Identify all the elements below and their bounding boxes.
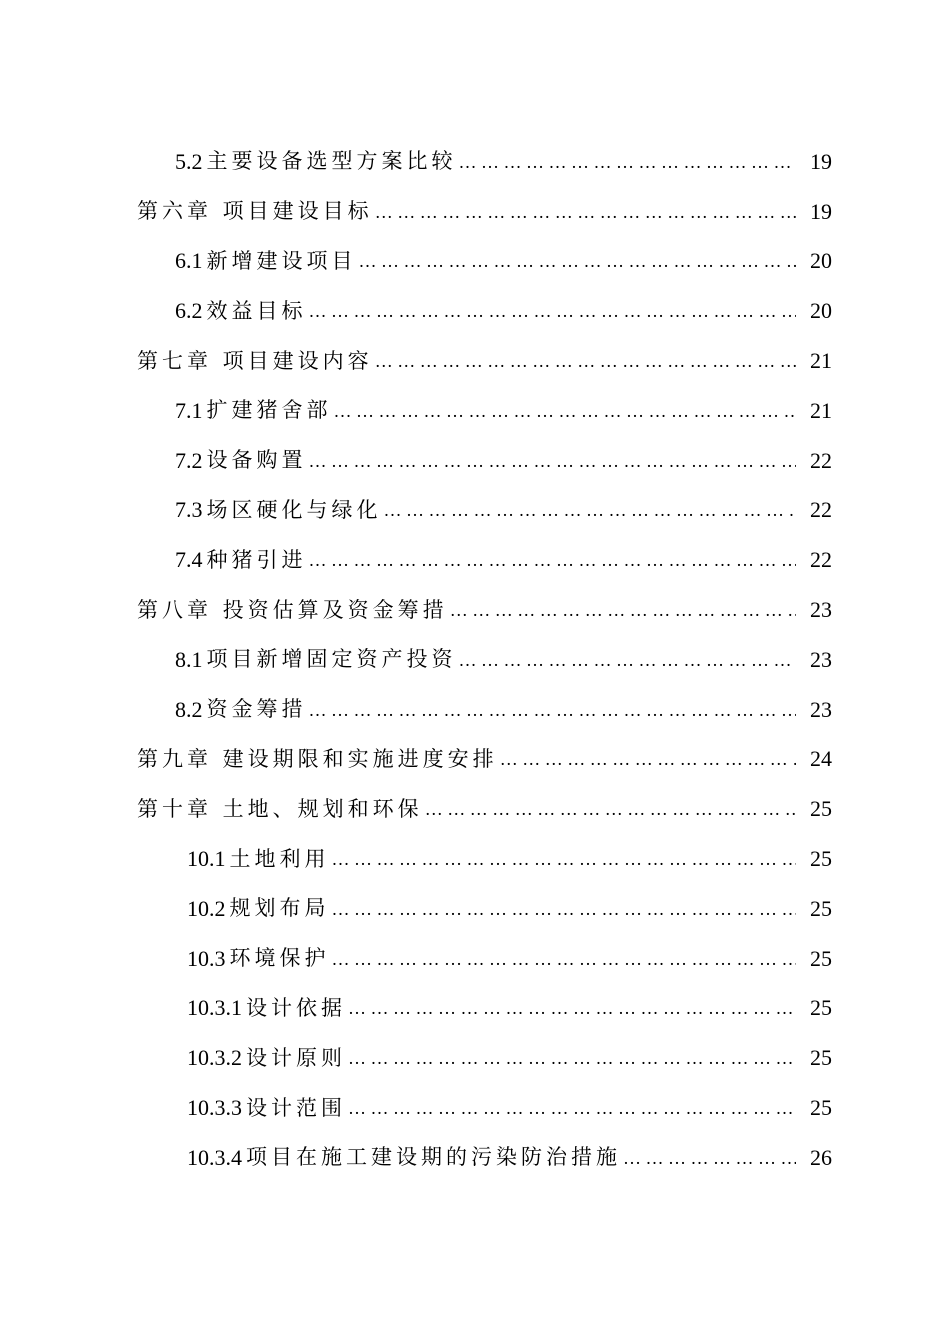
toc-dot-leader <box>375 350 796 372</box>
toc-entry-page: 19 <box>810 198 832 224</box>
toc-entry-10-3-3[interactable] <box>0 1083 950 1133</box>
toc-entry-page: 25 <box>810 796 832 822</box>
toc-entry-number: 7.3 <box>175 497 203 523</box>
toc-entry-number: 10.3.3 <box>187 1095 242 1121</box>
toc-dot-leader <box>384 499 797 521</box>
toc-entry-title: 种猪引进 <box>206 547 307 572</box>
toc-dot-leader <box>375 201 796 223</box>
toc-entry-number: 6.2 <box>175 298 203 324</box>
toc-entry-number: 10.3.4 <box>187 1144 242 1170</box>
toc-dot-leader <box>332 848 797 870</box>
toc-entry-title: 第八章 投资估算及资金筹措 <box>137 597 448 622</box>
toc-entry-title: 设计依据 <box>246 995 346 1020</box>
toc-entry-title: 第九章 建设期限和实施进度安排 <box>137 746 498 771</box>
toc-dot-leader <box>348 1047 796 1069</box>
toc-entry-6-2[interactable] <box>0 286 950 336</box>
toc-dot-leader <box>332 898 797 920</box>
toc-entry-chapter-6[interactable] <box>0 187 950 237</box>
toc-entry-page: 26 <box>810 1144 832 1170</box>
toc-entry-title: 第七章 项目建设内容 <box>137 348 373 373</box>
toc-entry-7-2[interactable] <box>0 436 950 486</box>
toc-entry-chapter-8[interactable] <box>0 585 950 635</box>
toc-dot-leader <box>425 798 796 820</box>
toc-entry-title: 项目在施工建设期的污染防治措施 <box>246 1145 621 1170</box>
toc-entry-page: 23 <box>810 597 832 623</box>
toc-entry-title: 设计原则 <box>246 1045 346 1070</box>
toc-entry-number: 10.2 <box>187 895 226 921</box>
toc-entry-5-2[interactable] <box>0 137 950 187</box>
toc-dot-leader <box>334 400 797 422</box>
toc-entry-page: 25 <box>810 995 832 1021</box>
toc-entry-number: 10.3 <box>187 945 226 971</box>
toc-entry-page: 21 <box>810 348 832 374</box>
toc-dot-leader <box>500 748 796 770</box>
toc-entry-number: 7.1 <box>175 397 203 423</box>
toc-dot-leader <box>348 997 796 1019</box>
toc-entry-title: 效益目标 <box>206 298 307 323</box>
toc-entry-10-3[interactable] <box>0 934 950 984</box>
toc-entry-page: 20 <box>810 248 832 274</box>
toc-entry-page: 21 <box>810 397 832 423</box>
toc-entry-title: 土地利用 <box>229 846 330 871</box>
toc-entry-title: 场区硬化与绿化 <box>206 497 382 522</box>
toc-dot-leader <box>359 250 797 272</box>
toc-entry-title: 规划布局 <box>229 896 330 921</box>
toc-entry-number: 5.2 <box>175 148 203 174</box>
toc-entry-10-3-2[interactable] <box>0 1033 950 1083</box>
toc-entry-number: 10.1 <box>187 846 226 872</box>
toc-entry-number: 7.2 <box>175 447 203 473</box>
toc-entry-title: 第十章 土地、规划和环保 <box>137 796 423 821</box>
toc-entry-number: 10.3.2 <box>187 1045 242 1071</box>
toc-entry-page: 25 <box>810 895 832 921</box>
toc-entry-title: 新增建设项目 <box>206 248 357 273</box>
toc-entry-page: 23 <box>810 696 832 722</box>
toc-entry-title: 项目新增固定资产投资 <box>206 647 457 672</box>
toc-dot-leader <box>309 699 797 721</box>
toc-entry-7-4[interactable] <box>0 535 950 585</box>
toc-entry-number: 8.2 <box>175 696 203 722</box>
table-of-contents <box>0 137 950 1183</box>
toc-entry-page: 25 <box>810 1045 832 1071</box>
toc-dot-leader <box>623 1147 796 1169</box>
toc-entry-page: 25 <box>810 945 832 971</box>
toc-dot-leader <box>348 1097 796 1119</box>
toc-dot-leader <box>309 450 797 472</box>
toc-entry-page: 23 <box>810 646 832 672</box>
toc-entry-page: 22 <box>810 447 832 473</box>
toc-dot-leader <box>459 151 797 173</box>
toc-entry-6-1[interactable] <box>0 237 950 287</box>
toc-entry-10-3-4[interactable] <box>0 1133 950 1183</box>
toc-entry-10-1[interactable] <box>0 834 950 884</box>
toc-entry-number: 7.4 <box>175 547 203 573</box>
toc-entry-title: 环境保护 <box>229 946 330 971</box>
toc-entry-page: 22 <box>810 547 832 573</box>
toc-entry-page: 25 <box>810 846 832 872</box>
toc-entry-title: 资金筹措 <box>206 697 307 722</box>
toc-dot-leader <box>309 300 797 322</box>
toc-entry-chapter-9[interactable] <box>0 735 950 785</box>
toc-entry-number: 10.3.1 <box>187 995 242 1021</box>
toc-entry-title: 扩建猪舍部 <box>206 398 332 423</box>
toc-entry-title: 设备购置 <box>206 448 307 473</box>
toc-entry-chapter-7[interactable] <box>0 336 950 386</box>
toc-entry-10-2[interactable] <box>0 884 950 934</box>
toc-entry-chapter-10[interactable] <box>0 784 950 834</box>
toc-entry-8-1[interactable] <box>0 635 950 685</box>
toc-dot-leader <box>332 948 797 970</box>
toc-dot-leader <box>459 649 797 671</box>
toc-entry-page: 20 <box>810 298 832 324</box>
toc-entry-number: 8.1 <box>175 646 203 672</box>
toc-entry-7-1[interactable] <box>0 386 950 436</box>
toc-entry-title: 设计范围 <box>246 1095 346 1120</box>
toc-entry-title: 主要设备选型方案比较 <box>206 149 457 174</box>
toc-dot-leader <box>450 599 796 621</box>
toc-dot-leader <box>309 549 797 571</box>
toc-entry-number: 6.1 <box>175 248 203 274</box>
toc-entry-page: 25 <box>810 1095 832 1121</box>
toc-entry-page: 24 <box>810 746 832 772</box>
toc-entry-page: 19 <box>810 148 832 174</box>
toc-entry-title: 第六章 项目建设目标 <box>137 199 373 224</box>
toc-entry-8-2[interactable] <box>0 685 950 735</box>
toc-entry-7-3[interactable] <box>0 486 950 536</box>
toc-entry-10-3-1[interactable] <box>0 984 950 1034</box>
toc-entry-page: 22 <box>810 497 832 523</box>
